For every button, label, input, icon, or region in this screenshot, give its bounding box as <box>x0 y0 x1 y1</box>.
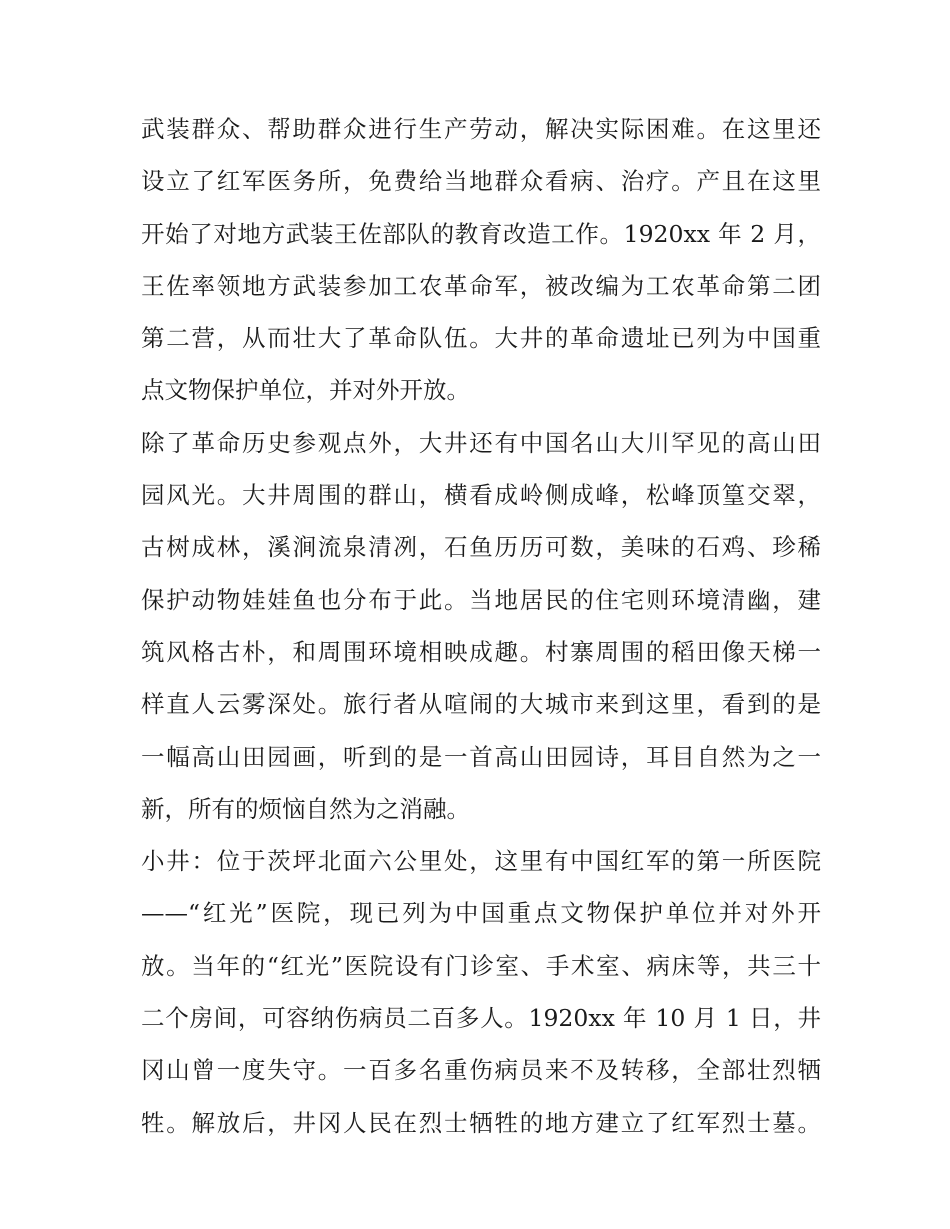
text-line: 小井：位于茨坪北面六公里处，这里有中国红军的第一所医院 <box>141 847 821 876</box>
text-line: 保护动物娃娃鱼也分布于此。当地居民的住宅则环境清幽，建 <box>141 585 821 614</box>
text-line: 一幅高山田园画，听到的是一首高山田园诗，耳目自然为之一 <box>141 742 821 771</box>
text-line: 王佐率领地方武装参加工农革命军，被改编为工农革命第二团 <box>141 271 821 300</box>
body-text <box>141 103 821 1149</box>
text-line: 除了革命历史参观点外，大井还有中国名山大川罕见的高山田 <box>141 428 821 457</box>
text-line: 武装群众、帮助群众进行生产劳动，解决实际困难。在这里还 <box>141 115 821 143</box>
text-line: 开始了对地方武装王佐部队的教育改造工作。1920xx 年 2 月， <box>141 219 821 248</box>
text-line: 筑风格古朴，和周围环境相映成趣。村寨周围的稻田像天梯一 <box>141 637 821 666</box>
text-line: 古树成林，溪涧流泉清冽，石鱼历历可数，美味的石鸡、珍稀 <box>141 533 821 562</box>
text-line: 牲。解放后，井冈人民在烈士牺牲的地方建立了红军烈士墓。 <box>141 1108 821 1137</box>
text-line: 园风光。大井周围的群山，横看成岭侧成峰，松峰顶篁交翠， <box>141 481 821 510</box>
text-line: 二个房间，可容纳伤病员二百多人。1920xx 年 10 月 1 日，井 <box>141 1004 821 1033</box>
text-line: 新，所有的烦恼自然为之消融。 <box>141 794 470 823</box>
text-line: 放。当年的“红光”医院设有门诊室、手术室、病床等，共三十 <box>141 951 821 980</box>
text-line: 冈山曾一度失守。一百多名重伤病员来不及转移，全部壮烈牺 <box>141 1056 821 1085</box>
text-line: ——“红光”医院，现已列为中国重点文物保护单位并对外开 <box>141 899 821 928</box>
text-line: 点文物保护单位，并对外开放。 <box>141 376 470 405</box>
text-line: 样直人云雾深处。旅行者从喧闹的大城市来到这里，看到的是 <box>141 690 821 719</box>
text-line: 设立了红军医务所，免费给当地群众看病、治疗。产且在这里 <box>141 167 821 196</box>
text-line: 第二营，从而壮大了革命队伍。大井的革命遗址已列为中国重 <box>141 324 821 353</box>
